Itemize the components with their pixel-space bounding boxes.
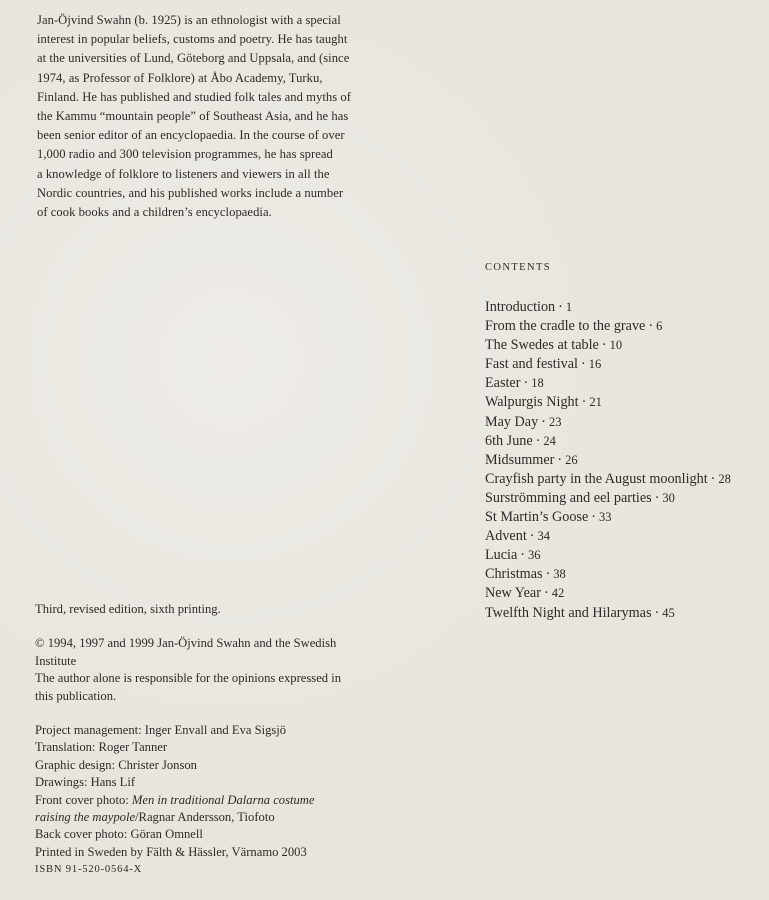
toc-entry bbox=[485, 527, 769, 546]
author-biography bbox=[37, 11, 397, 222]
toc-entry-page: 6 bbox=[656, 319, 663, 334]
printer-line: Printed in Sweden by Fälth & Hässler, Värnamo 2003 bbox=[35, 844, 307, 859]
toc-entry bbox=[485, 374, 769, 393]
toc-entry-title: Crayfish party in the August moonlight bbox=[485, 470, 708, 487]
toc-entry bbox=[485, 317, 769, 336]
toc-entry bbox=[485, 451, 769, 470]
bio-line: 1,000 radio and 300 television programmes, he has spread bbox=[37, 147, 333, 162]
bio-line: interest in popular beliefs, customs and poetry. He has taught bbox=[37, 32, 348, 47]
toc-separator: · bbox=[557, 451, 563, 468]
toc-entry bbox=[485, 489, 769, 508]
toc-entry-page: 33 bbox=[599, 510, 612, 525]
toc-entry-page: 10 bbox=[609, 338, 623, 353]
toc-entry bbox=[485, 393, 769, 412]
toc-separator: · bbox=[535, 432, 541, 449]
responsibility-note: The author alone is responsible for the opinions expressed in bbox=[35, 671, 342, 686]
credit-project-management: Project management: Inger Envall and Eva Sigsjö bbox=[35, 723, 287, 738]
bio-line: Finland. He has published and studied folk tales and myths of bbox=[37, 89, 352, 104]
front-cover-title: raising the maypole bbox=[35, 810, 136, 825]
toc-entry bbox=[485, 604, 769, 623]
bio-line: Nordic countries, and his published works include a number bbox=[37, 185, 344, 200]
edition-note: Third, revised edition, sixth printing. bbox=[35, 602, 221, 616]
toc-separator: · bbox=[529, 528, 535, 545]
toc-entry-page: 30 bbox=[662, 490, 675, 505]
credit-back-cover: Back cover photo: Göran Omnell bbox=[35, 827, 203, 842]
toc-separator: · bbox=[558, 299, 563, 315]
toc-separator: · bbox=[581, 356, 586, 373]
front-cover-credit: /Ragnar Andersson, Tiofoto bbox=[135, 810, 275, 825]
bio-line: a knowledge of folklore to listeners and viewers in all the bbox=[37, 166, 330, 181]
toc-separator: · bbox=[654, 489, 660, 506]
toc-entry-title: New Year bbox=[485, 585, 541, 602]
toc-entry bbox=[485, 565, 769, 584]
toc-entry-title: The Swedes at table bbox=[485, 337, 599, 354]
toc-entry-page: 24 bbox=[543, 433, 556, 448]
toc-entry-title: Christmas bbox=[485, 566, 543, 583]
toc-entry-page: 16 bbox=[588, 357, 602, 372]
toc-entry-title: From the cradle to the grave bbox=[485, 318, 646, 335]
toc-entry-title: Introduction bbox=[485, 299, 556, 315]
credit-front-cover bbox=[35, 792, 395, 809]
toc-entry-page: 18 bbox=[531, 376, 544, 391]
toc-entry bbox=[485, 546, 769, 565]
toc-entry-page: 21 bbox=[589, 395, 602, 410]
toc-entry-title: 6th June bbox=[485, 432, 533, 449]
isbn: ISBN 91-520-0564-X bbox=[35, 864, 143, 876]
toc-entry-title: May Day bbox=[485, 413, 539, 430]
credit-translation: Translation: Roger Tanner bbox=[35, 740, 168, 755]
toc-entry-page: 45 bbox=[662, 605, 675, 620]
front-cover-title: Men in traditional Dalarna costume bbox=[131, 792, 315, 807]
imprint-block bbox=[35, 601, 395, 879]
toc-entry bbox=[485, 584, 769, 603]
credit-drawings: Drawings: Hans Lif bbox=[35, 775, 136, 790]
toc-entry-title: Lucia bbox=[485, 547, 518, 564]
toc-entry-title: Twelfth Night and Hilarymas bbox=[485, 604, 652, 621]
front-cover-label: Front cover photo: bbox=[35, 792, 132, 807]
toc-entry-page: 26 bbox=[565, 452, 578, 467]
toc-separator: · bbox=[545, 566, 551, 583]
toc-entry-page: 1 bbox=[565, 300, 573, 314]
bio-line: at the universities of Lund, Göteborg and Uppsala, and (since bbox=[37, 51, 350, 66]
toc-entry-page: 23 bbox=[548, 414, 562, 429]
copyright-line: © 1994, 1997 and 1999 Jan-Öjvind Swahn and the Swedish bbox=[35, 636, 337, 651]
toc-entry-page: 34 bbox=[537, 529, 551, 544]
credit-front-cover-cont bbox=[35, 809, 395, 826]
toc-entry-title: Easter bbox=[485, 375, 521, 392]
toc-entry bbox=[485, 413, 769, 432]
toc-separator: · bbox=[591, 509, 596, 526]
toc-separator: · bbox=[601, 337, 607, 354]
toc-separator: · bbox=[523, 375, 529, 392]
toc-separator: · bbox=[710, 470, 716, 487]
contents-heading: CONTENTS bbox=[485, 262, 552, 273]
bio-line: 1974, as Professor of Folklore) at Åbo Academy, Turku, bbox=[37, 70, 323, 85]
toc-separator: · bbox=[520, 547, 526, 564]
toc-entry-title: Surströmming and eel parties bbox=[485, 489, 652, 506]
toc-entry bbox=[485, 298, 769, 317]
toc-separator: · bbox=[541, 413, 546, 430]
toc-entry-title: Advent bbox=[485, 528, 527, 545]
toc-entry-title: Midsummer bbox=[485, 451, 555, 468]
credit-graphic-design: Graphic design: Christer Jonson bbox=[35, 757, 197, 772]
toc-entry-title: Walpurgis Night bbox=[485, 394, 579, 411]
responsibility-note: this publication. bbox=[35, 688, 117, 703]
toc-entry-title: Fast and festival bbox=[485, 356, 578, 373]
bio-line: of cook books and a children’s encyclopaedia. bbox=[37, 205, 272, 220]
table-of-contents bbox=[485, 298, 769, 623]
toc-entry bbox=[485, 470, 769, 489]
toc-entry-page: 38 bbox=[553, 567, 566, 582]
toc-entry-page: 42 bbox=[551, 586, 565, 601]
bio-line: Jan-Öjvind Swahn (b. 1925) is an ethnologist with a special bbox=[37, 13, 341, 27]
toc-entry-page: 36 bbox=[528, 548, 541, 563]
toc-entry-title: St Martin’s Goose bbox=[485, 509, 589, 526]
toc-entry bbox=[485, 336, 769, 355]
bio-line: the Kammu “mountain people” of Southeast Asia, and he has bbox=[37, 109, 349, 124]
toc-entry-page: 28 bbox=[718, 471, 731, 486]
bio-line: been senior editor of an encyclopaedia. In the course of over bbox=[37, 128, 345, 143]
toc-separator: · bbox=[654, 604, 660, 621]
toc-separator: · bbox=[543, 585, 549, 602]
toc-separator: · bbox=[581, 394, 587, 411]
toc-entry bbox=[485, 432, 769, 451]
toc-entry bbox=[485, 508, 769, 527]
toc-separator: · bbox=[648, 318, 654, 335]
toc-entry bbox=[485, 355, 769, 374]
copyright-line: Institute bbox=[35, 653, 77, 668]
